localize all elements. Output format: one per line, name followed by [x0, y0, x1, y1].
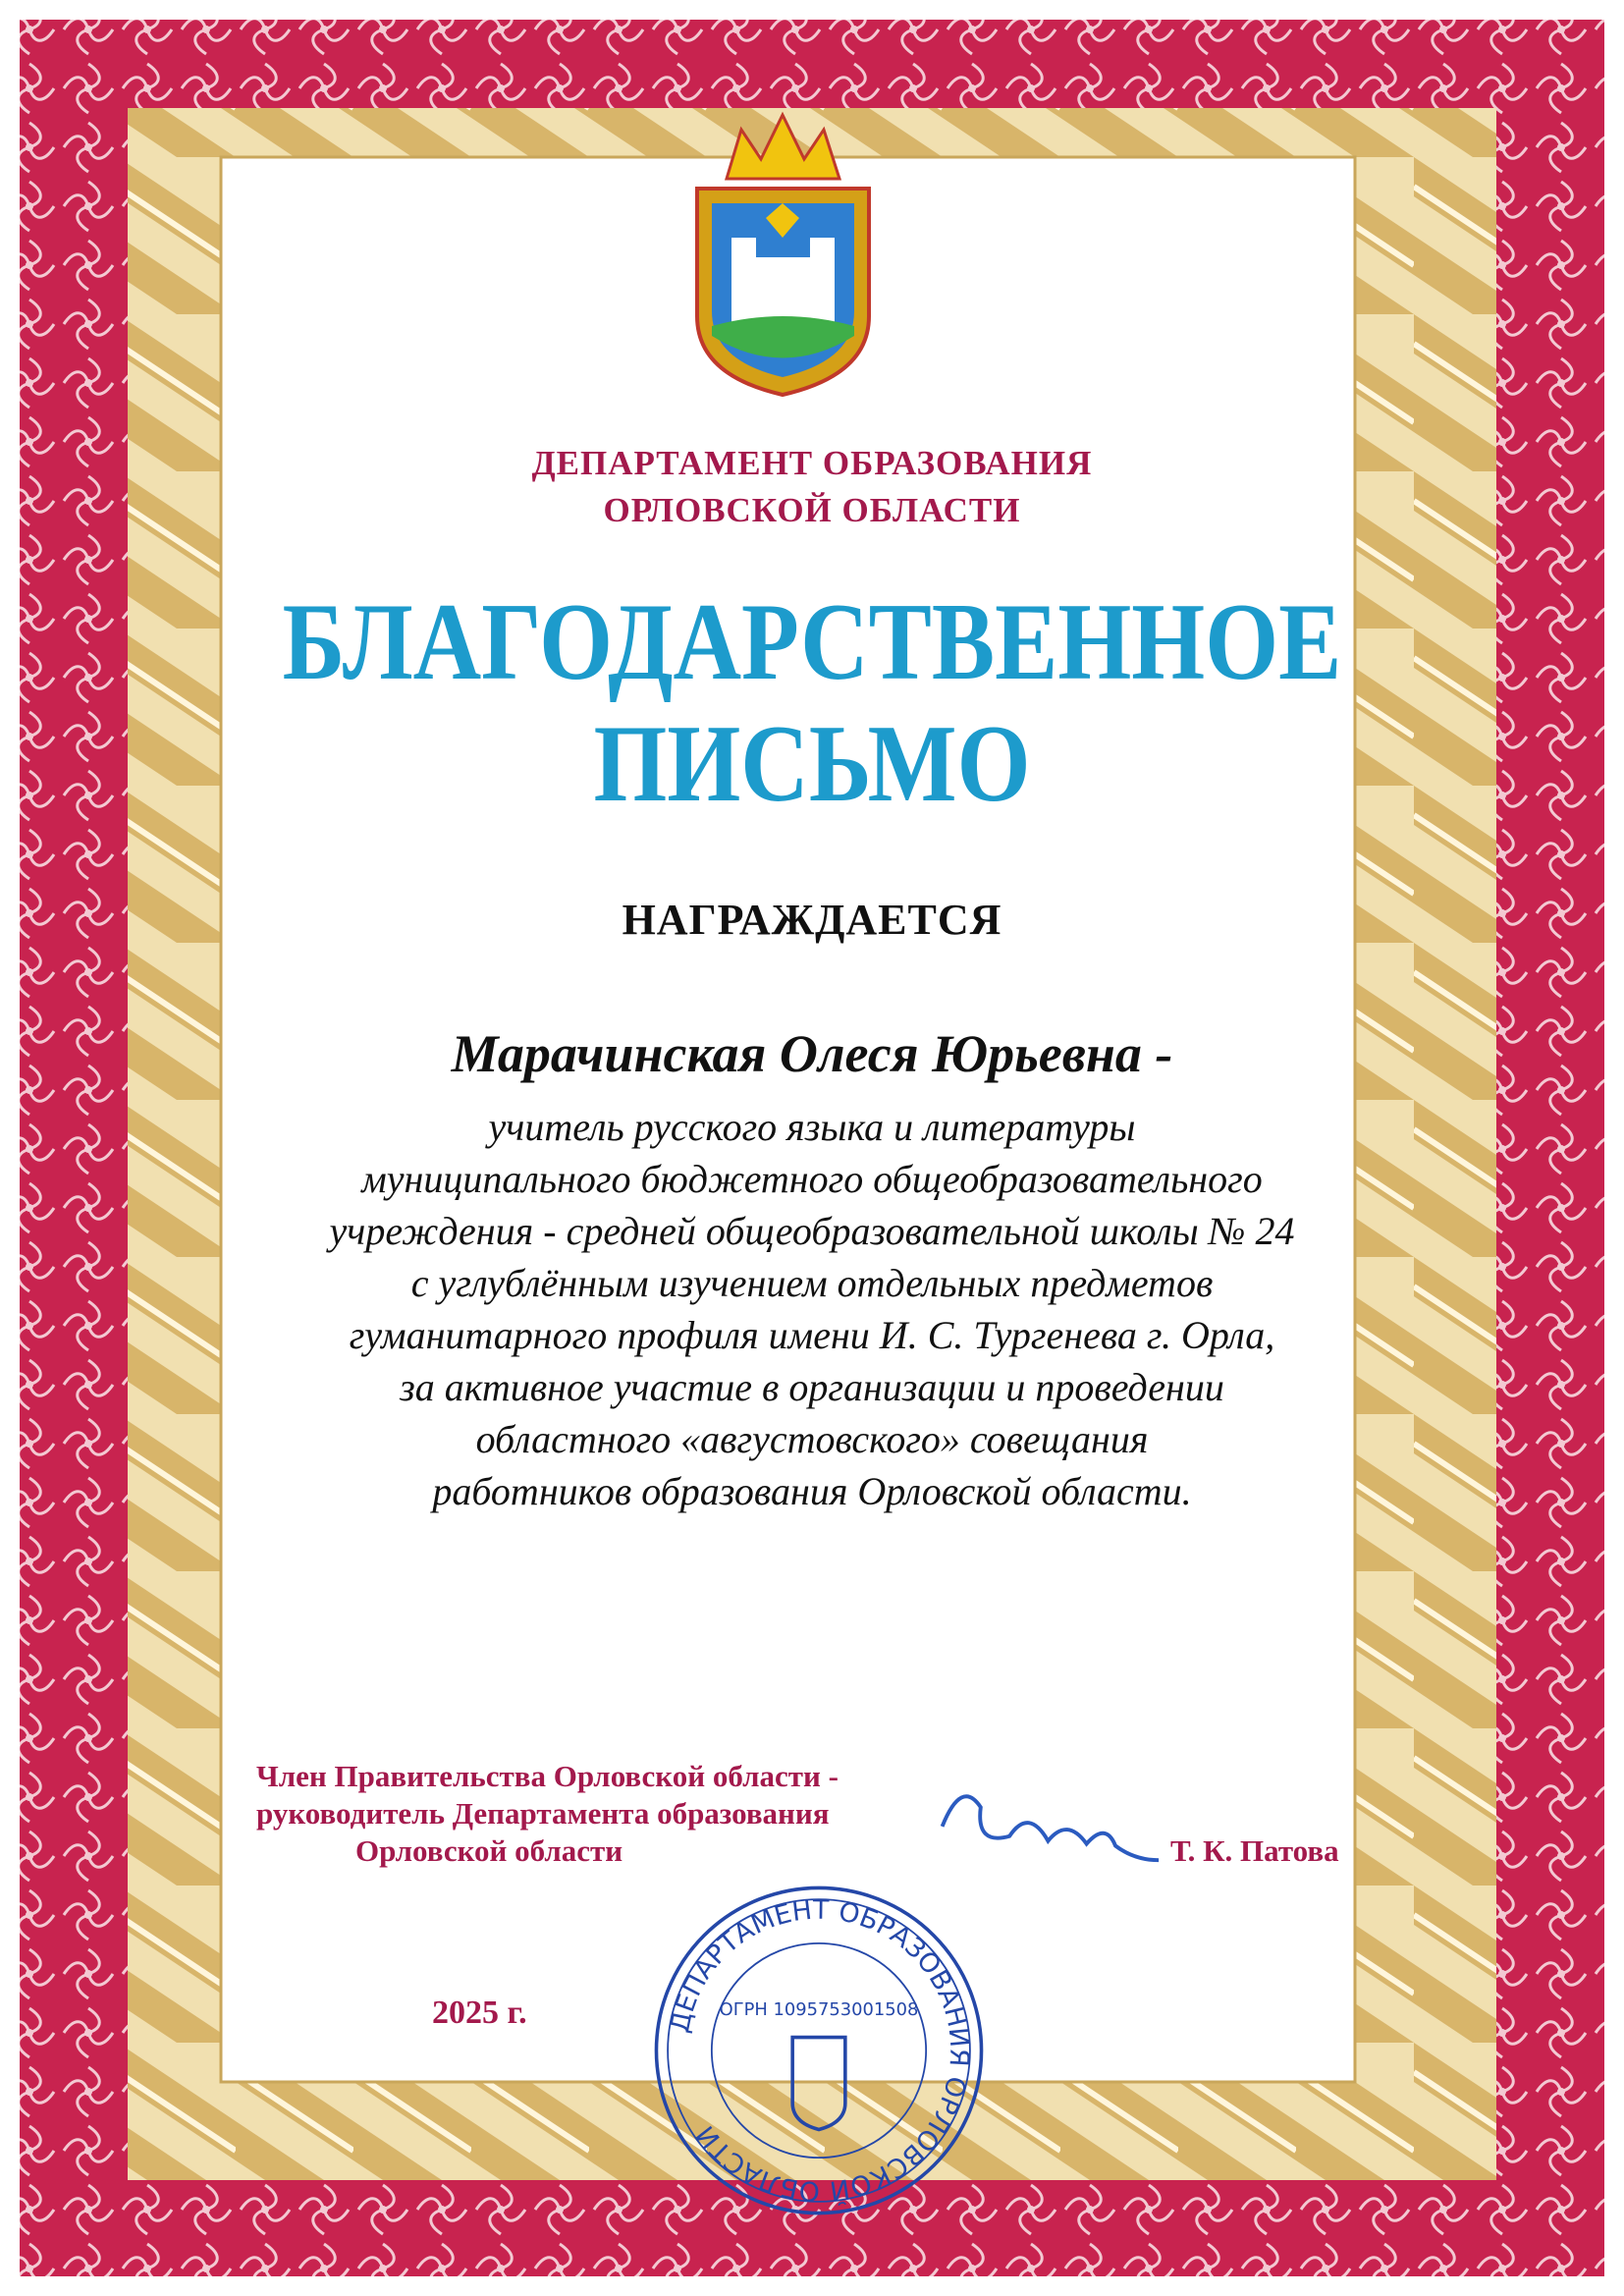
document-title-line2: ПИСЬМО: [593, 703, 1031, 825]
citation-line: за активное участие в организации и проведении: [400, 1365, 1224, 1409]
stamp-ogrn: ОГРН 1095753001508: [719, 1999, 919, 2021]
handwritten-signature: [923, 1768, 1164, 1876]
citation-line: учреждения - средней общеобразовательной школы № 24: [329, 1209, 1295, 1253]
citation-line: гуманитарного профиля имени И. С. Тургенева г. Орла,: [349, 1313, 1275, 1357]
signatory-title-line2: руководитель Департамента образования: [256, 1796, 830, 1831]
department-name-line1: ДЕПАРТАМЕНТ ОБРАЗОВАНИЯ: [531, 444, 1093, 482]
awarded-label: НАГРАЖДАЕТСЯ: [622, 896, 1002, 944]
citation-line: работников образования Орловской области.: [432, 1469, 1192, 1513]
official-stamp: [652, 1884, 986, 2217]
citation-line: областного «августовского» совещания: [475, 1417, 1149, 1461]
signatory-title-line3: Орловской области: [355, 1833, 623, 1868]
date-year: 2025 г.: [432, 1995, 527, 2031]
signatory-title-line1: Член Правительства Орловской области -: [256, 1759, 839, 1793]
citation-line: муниципального бюджетного общеобразовательного: [361, 1157, 1263, 1201]
citation-line: учитель русского языка и литературы: [488, 1105, 1136, 1149]
coat-of-arms-logo: [687, 110, 879, 400]
department-name-line2: ОРЛОВСКОЙ ОБЛАСТИ: [603, 491, 1021, 529]
document-title-line1: БЛАГОДАРСТВЕННОЕ: [282, 581, 1342, 703]
signatory-name: Т. К. Патова: [1170, 1833, 1339, 1868]
stamp-outer-text: ДЕПАРТАМЕНТ ОБРАЗОВАНИЯ ОРЛОВСКОЙ ОБЛАСТИ: [664, 1894, 975, 2207]
recipient-name: Марачинская Олеся Юрьевна -: [451, 1024, 1173, 1083]
citation-line: с углублённым изучением отдельных предметов: [410, 1261, 1214, 1305]
